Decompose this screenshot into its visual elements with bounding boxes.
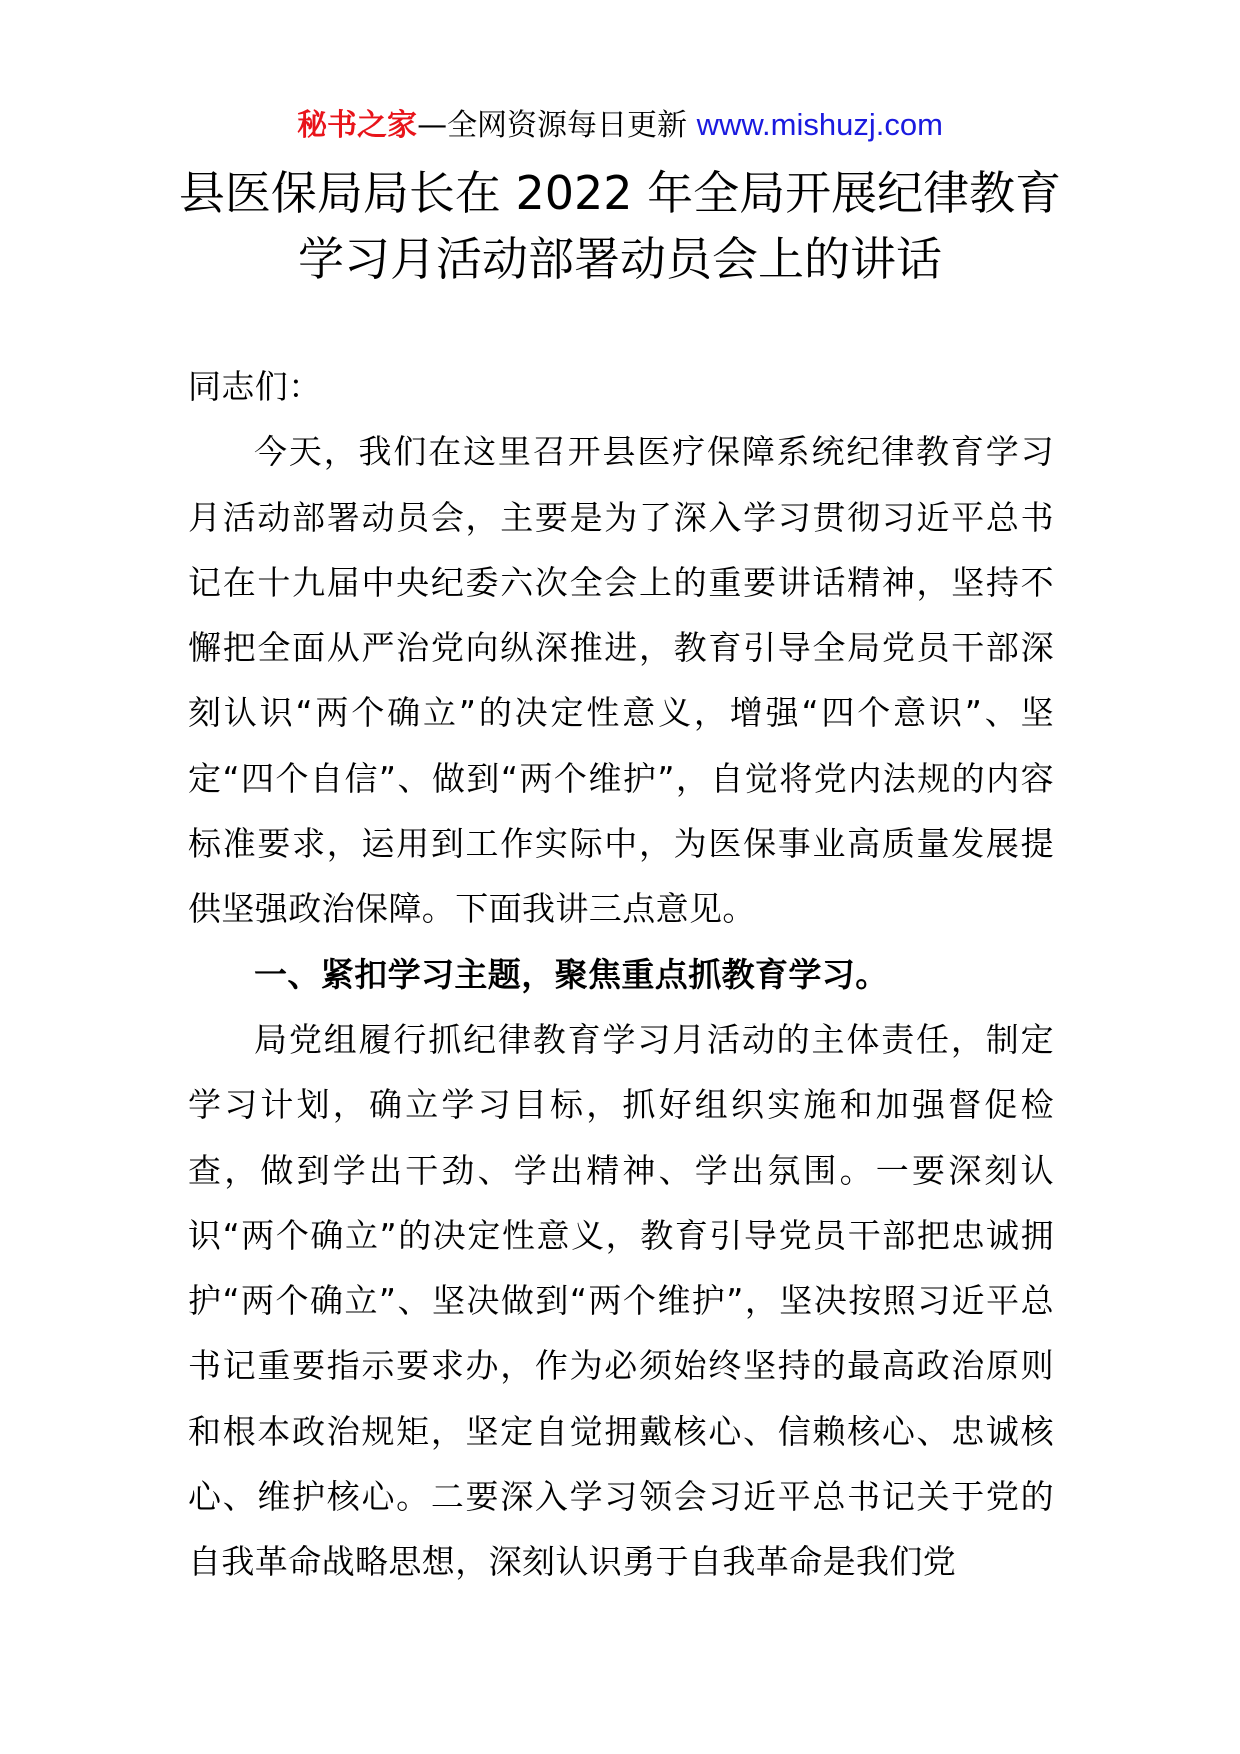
site-banner [0,100,1240,151]
document-title [0,160,1240,292]
paragraph-intro: 今天，我们在这里召开县医疗保障系统纪律教育学习月活动部署动员会，主要是为了深入学习贯彻习近平总书记在十九届中央纪委六次全会上的重要讲话精神，坚持不懈把全面从严治党向纵深推进，教育引导全局党员干部深刻认识“两个确立”的决定性意义，增强“四个意识”、坚定“四个自信”、做到“两个维护”，自觉将党内法规的内容标准要求，运用到工作实际中，为医保事业高质量发展提供坚强政治保障。下面我讲三点意见。 [188,432,1054,929]
salutation: 同志们： [188,367,322,406]
title-line-2: 学习月活动部署动员会上的讲话 [298,232,942,286]
banner-tagline: —全网资源每日更新 [417,108,697,143]
paragraph-section-1: 局党组履行抓纪律教育学习月活动的主体责任，制定学习计划，确立学习目标，抓好组织实施和加强督促检查，做到学出干劲、学出精神、学出氛围。一要深刻认识“两个确立”的决定性意义，教育引导党员干部把忠诚拥护“两个确立”、坚决做到“两个维护”，坚决按照习近平总书记重要指示要求办，作为必须始终坚持的最高政治原则和根本政治规矩，坚定自觉拥戴核心、信赖核心、忠诚核心、维护核心。二要深入学习领会习近平总书记关于党的自我革命战略思想，深刻认识勇于自我革命是我们党 [188,1019,1054,1582]
document-body [188,354,1054,1595]
brand-name: 秘书之家 [297,108,418,143]
site-url-link[interactable]: www.mishuzj.com [696,107,943,142]
title-line-1: 县医保局局长在 2022 年全局开展纪律教育 [178,166,1062,220]
section-heading-1: 一、紧扣学习主题，聚焦重点抓教育学习。 [254,954,889,994]
